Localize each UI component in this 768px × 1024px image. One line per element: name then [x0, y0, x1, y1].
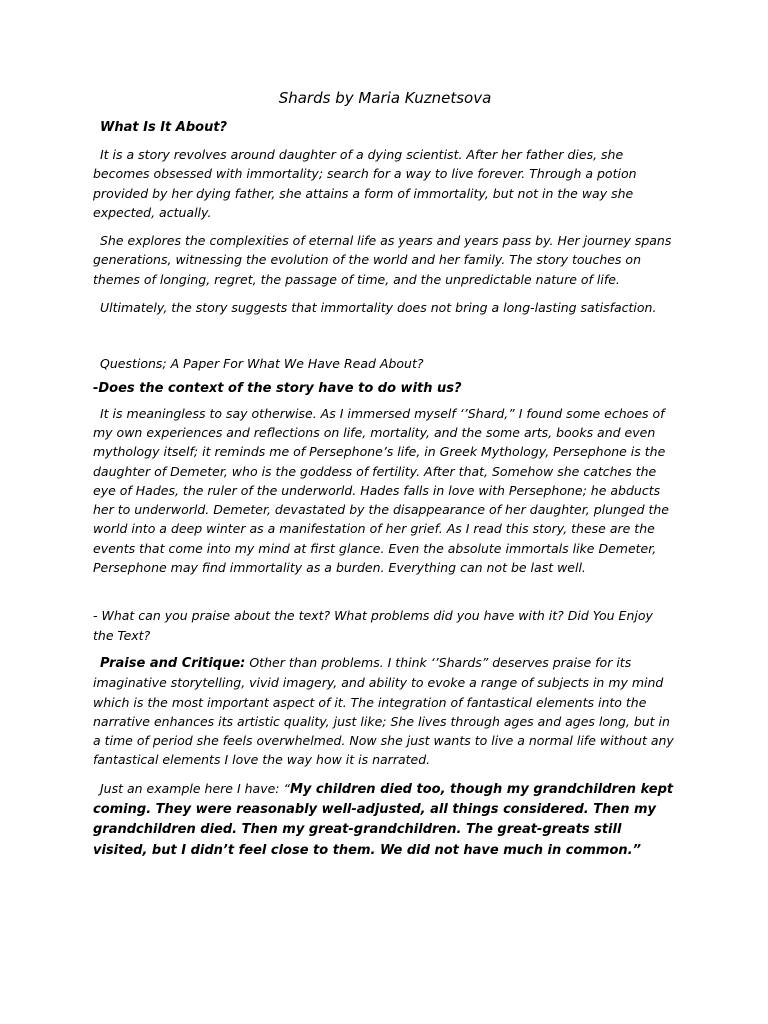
questions-heading: Questions; A Paper For What We Have Read About? — [100, 356, 424, 372]
praise-paragraph — [93, 653, 677, 770]
question-1: -Does the context of the story have to do with us? — [93, 380, 462, 396]
praise-label: Praise and Critique: — [100, 655, 246, 671]
document-title: Shards by Maria Kuznetsova — [278, 89, 492, 107]
question-2: - What can you praise about the text? What problems did you have with it? Did You Enjoy the Text? — [93, 608, 653, 643]
paragraph-summary-3: Ultimately, the story suggests that immortality does not bring a long-lasting satisfaction. — [100, 300, 657, 316]
example-intro: Just an example here I have: “ — [100, 780, 290, 796]
paragraph-summary-1: It is a story revolves around daughter of a dying scientist. After her father dies, she becomes obsessed with immortality; search for a way to live forever. Through a potion provided by her dying father, she attains a form of immortality, but not in the way she expected, actually. — [93, 147, 637, 220]
praise-text: Other than problems. I think ‘’Shards” deserves praise for its imaginative storytelling, vivid imagery, and ability to evoke a range of subjects in my mind which is the most important aspect of it. The integration of fantastical elements into the narrative enhances its artistic quality, just like; She lives through ages and ages long, but in a time of period she feels overwhelmed. Now she just wants to live a normal life without any fantastical elements I love the way how it is narrated. — [93, 654, 674, 768]
example-paragraph — [93, 779, 677, 860]
section-heading-about: What Is It About? — [100, 120, 228, 135]
example-quote: My children died too, though my grandchildren kept coming. They were reasonably well-adjusted, all things considered. Then my grandchildren died. Then my great-grandchildren. The great-greats still visited, but I didn’t feel close to them. We did not have much in common.” — [93, 781, 674, 858]
spacer — [93, 586, 677, 606]
paragraph-summary-2: She explores the complexities of eternal life as years and years pass by. Her journey spans generations, witnessing the evolution of the world and her family. The story touches on themes of longing, regret, the passage of time, and the unpredictable nature of life. — [93, 233, 672, 287]
answer-1: It is meaningless to say otherwise. As I immersed myself ‘’Shard,” I found some echoes of my own experiences and reflections on life, mortality, and the some arts, books and even mythology itself; it reminds me of Persephone’s life, in Greek Mythology, Persephone is the daughter of Demeter, who is the goddess of fertility. After that, Somehow she catches the eye of Hades, the ruler of the underworld. Hades falls in love with Persephone; he abducts her to underworld. Demeter, devastated by the disappearance of her daughter, plunged the world into a deep winter as a manifestation of her grief. As I read this story, these are the events that come into my mind at first glance. Even the absolute immortals like Demeter, Persephone may find immortality as a burden. Everything can not be last well. — [93, 405, 669, 576]
spacer — [93, 326, 677, 354]
document-page — [93, 88, 677, 860]
